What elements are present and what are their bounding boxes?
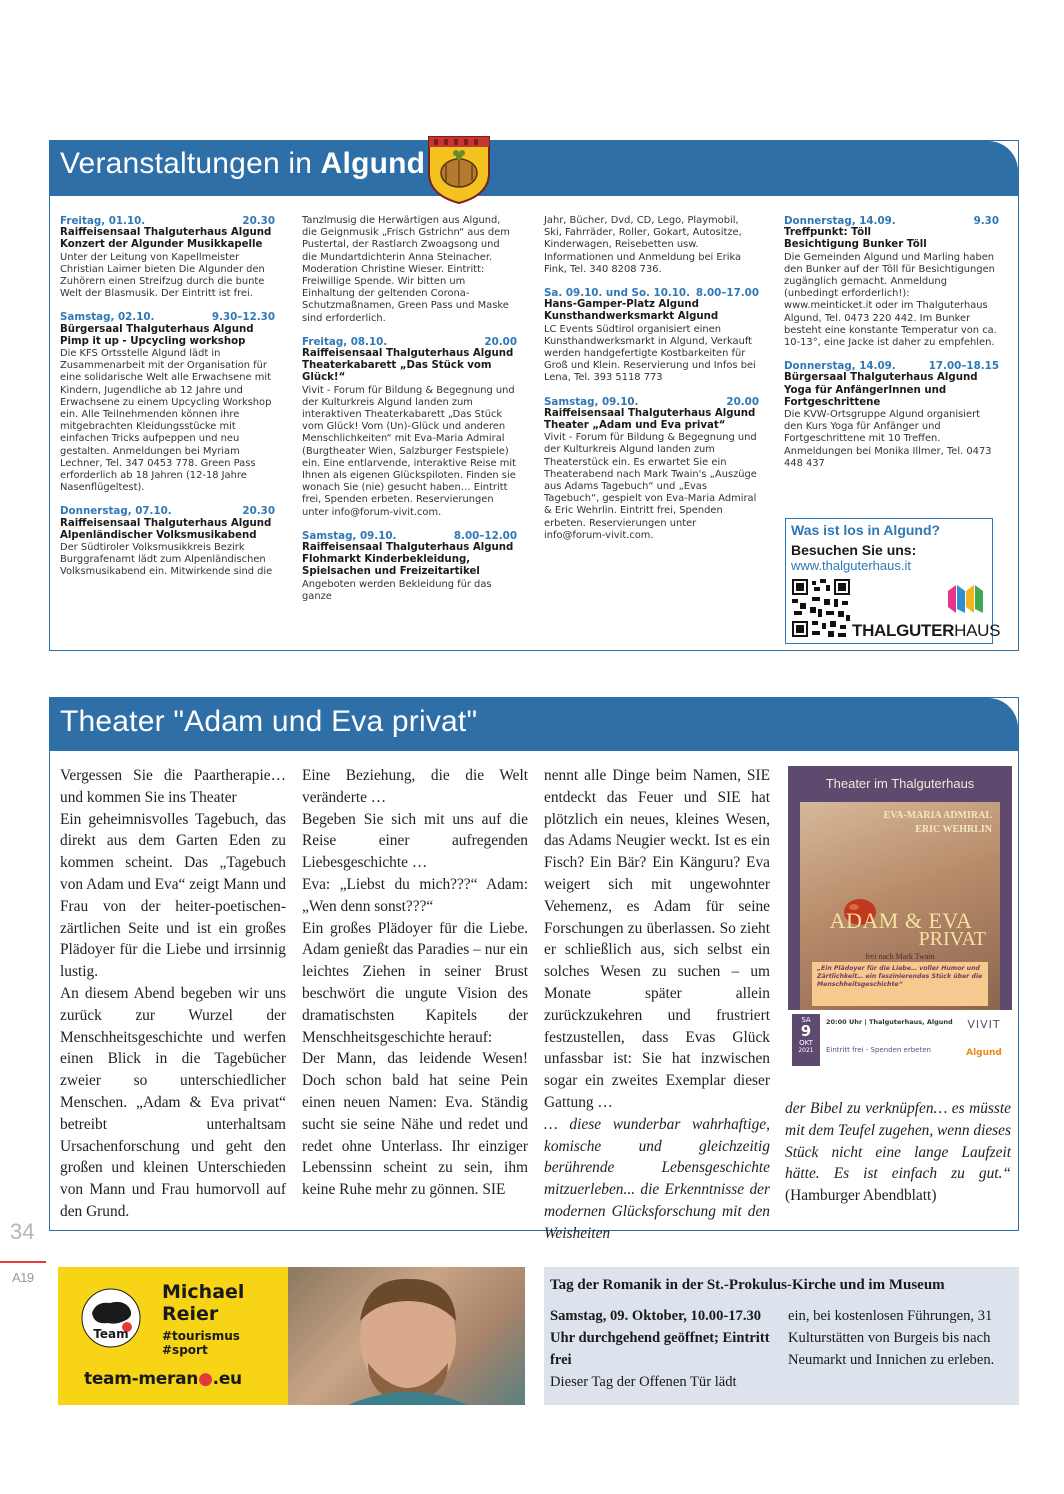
theater-paragraph: Eine Beziehung, die die Welt veränderte …	[302, 767, 528, 806]
theater-paragraph: Vergessen Sie die Paartherapie… und kommen Sie ins Theater	[60, 767, 286, 806]
page-divider	[0, 1261, 46, 1263]
event-text: Die KFS Ortsstelle Algund lädt in Zusammenarbeit mit der Organisation für eine solidarische Welt alle Erwachsene mit Kindern, Jugendliche ab 12 Jahre und Erwachsene zu einem Upcycling Workshop ein. Alle Teilnehmenden können ihre mitgebrachten Kleidungsstücke mit einfachen Tricks aufpeppen und neu gestalten. Anmeldungen bei Myriam Lechner, Tel. 347 0453 778. Green Pass erforderlich ab 18 Jahren (12-18 Jahre Nasenflügeltest).	[60, 348, 272, 494]
event-date: Samstag, 09.10.	[544, 395, 639, 408]
event-place: Raiffeisensaal Thalguterhaus Algund	[60, 227, 272, 239]
romanik-left-column	[550, 1305, 772, 1393]
event-item	[60, 215, 275, 300]
event-place: Raiffeisensaal Thalguterhaus Algund	[302, 348, 514, 360]
event-date: Donnerstag, 14.09.	[784, 360, 896, 373]
page-number: 34	[10, 1219, 35, 1244]
team-meran-url[interactable]: team-meran●.eu	[84, 1369, 242, 1389]
team-logo	[80, 1287, 142, 1349]
theater-quote: … diese wunderbar wahrhaftige, komische und gleichzeitig berührende Lebensgeschichte mitzuerleben... die Erkenntnisse der modernen Glücksforschung mit den Weisheiten	[544, 1115, 770, 1242]
poster-footer	[788, 1010, 1012, 1072]
event-date: Freitag, 08.10.	[302, 335, 388, 348]
events-section	[49, 140, 1019, 651]
poster-header: Theater im Thalguterhaus	[825, 776, 975, 791]
event-title: Flohmarkt Kinderbekleidung, Spielsachen und Freizeitartikel	[302, 554, 480, 578]
event-date: Freitag, 01.10.	[60, 215, 146, 227]
poster-year: 2021	[798, 1047, 814, 1054]
event-title: Theaterkabarett „Das Stück vom Glück!“	[302, 360, 492, 384]
thalguterhaus-logo-icon	[946, 581, 986, 617]
event-time: 8.00–17.00	[695, 287, 759, 300]
thalguterhaus-infobox	[785, 518, 1001, 644]
event-text: LC Events Südtirol organisiert einen Kunsthandwerksmarkt in Algund, Verkauft werden handgefertigte Kostbarkeiten für Groß und Klein. Reservierung und Infos bei Lena, Tel. 393 5118 773	[544, 323, 756, 384]
events-column-1	[60, 215, 275, 590]
event-time: 8.00–12.00	[453, 529, 517, 542]
event-item	[302, 530, 517, 603]
page-code: A19	[12, 1270, 34, 1285]
event-date: Sa. 09.10. und So. 10.10.	[544, 287, 691, 300]
event-item	[784, 360, 999, 470]
event-title: Kunsthandwerksmarkt Algund	[544, 311, 719, 323]
poster-date-badge	[792, 1014, 820, 1066]
logo-text-light: HAUS	[954, 621, 1001, 640]
event-item	[302, 215, 517, 325]
logo-text-bold: THALGUTER	[852, 621, 955, 640]
event-item	[60, 311, 275, 494]
theater-paragraph: Ein großes Plädoyer für die Liebe. Adam genießt das Paradies – nur ein leichtes Ziehen in seiner Brust beschwört die ungute Vision des dramatischsten Kapitels der Menschheitsgeschichte herauf:	[302, 919, 528, 1046]
romanik-date: Samstag, 09. Oktober, 10.00-17.30 Uhr durchgehend geöffnet; Eintritt frei	[550, 1308, 770, 1368]
event-date: Donnerstag, 07.10.	[60, 505, 172, 518]
candidate-tags: #tourismus #sport	[162, 1329, 240, 1357]
thalguterhaus-logo	[852, 581, 1001, 641]
portrait-icon	[288, 1267, 525, 1405]
event-time: 20.30	[242, 215, 275, 227]
event-title: Alpenländischer Volksmusikabend	[60, 529, 257, 541]
event-place: Hans-Gamper-Platz Algund	[544, 299, 699, 311]
event-item	[544, 396, 759, 542]
theater-paragraph: Begeben Sie sich mit uns auf die Reise einer aufregenden Liebesgeschichte …	[302, 810, 528, 872]
event-time: 20.00	[726, 395, 759, 408]
romanik-text: Dieser Tag der Offenen Tür lädt	[550, 1374, 737, 1390]
event-time: 17.00–18.15	[928, 360, 999, 373]
event-item	[784, 215, 999, 349]
event-text: Der Südtiroler Volksmusikkreis Bezirk Burggrafenamt lädt zum Alpenländischen Volksmusikabend ein. Mitwirkende sind die	[60, 542, 273, 578]
event-text: Unter der Leitung von Kapellmeister Christian Laimer bieten Die Algunder den Zuhörern einen Streifzug durch die bunte Welt der Blasmusik. Der Eintritt ist frei.	[60, 251, 265, 300]
event-item	[302, 336, 517, 519]
poster-title-2: PRIVAT	[918, 928, 986, 950]
theater-paragraph: nennt alle Dinge beim Namen, SIE entdeckt das Feuer und SIE hat plötzlich ein neues, kleines Wesen, das Adams Neugier weckt. Ist es ein Fisch? Ein Bär? Ein Känguru? Eva weigert sich mit ungewohnter Vehemenz, es Adam für seine Forschungen zu überlassen. So zieht er schließlich aus, sich selbst ein solches Wesen zu suchen – um Monate später allein zurückzukehren und frustriert festzustellen, dass Evas Glück unfassbar ist: Sie hat inzwischen sogar ein zweites Exemplar dieser Gattung …	[544, 767, 770, 1111]
poster-actor-1: EVA-MARIA ADMIRAL	[883, 810, 992, 821]
event-place: Raiffeisensaal Thalguterhaus Algund	[544, 407, 756, 419]
theater-column-3	[544, 765, 770, 1245]
event-place: Raiffeisensaal Thalguterhaus Algund	[60, 517, 272, 529]
event-item	[544, 215, 759, 276]
event-text: Jahr, Bücher, Dvd, CD, Lego, Playmobil, Ski, Fahrräder, Roller, Gokart, Autositze, Kinderwagen, Reisebetten usw. Informationen und Anmeldung bei Erika Fink, Tel. 340 8208 736.	[544, 215, 742, 275]
event-title: Theater „Adam und Eva privat“	[544, 420, 726, 432]
infobox-url-link[interactable]: www.thalguterhaus.it	[791, 558, 911, 573]
vivit-logo: VIVIT	[967, 1018, 1001, 1031]
event-date: Donnerstag, 14.09.	[784, 215, 896, 227]
event-place: Raiffeisensaal Thalguterhaus Algund	[302, 542, 514, 554]
poster-image	[800, 802, 1000, 1010]
event-date: Samstag, 09.10.	[302, 529, 397, 542]
event-place: Treffpunkt: Töll	[784, 227, 872, 239]
events-title: Veranstaltungen in Algund	[60, 147, 426, 180]
candidate-photo	[288, 1267, 525, 1405]
theater-paragraph: Der Mann, das leidende Wesen! Doch schon bald hat seine Pein einen neuen Namen: Eva. Ständig sucht sie seine Nähe und redet und redet ohne Unterlass. Ihr einziger Lebenssinn scheint zu sein, ihm keine Ruhe mehr zu gönnen. SIE	[302, 1050, 528, 1199]
theater-paragraph: Eva: „Liebst du mich???“ Adam: „Wen denn sonst???“	[302, 875, 528, 915]
event-title: Pimp it up - Upcycling workshop	[60, 335, 246, 347]
theater-quote: der Bibel zu verknüpfen… es müsste mit dem Teufel zugehen, wenn dieses Stück nicht eine lange Laufzeit hätte. Es ist einfach zu gut.“	[785, 1100, 1011, 1183]
event-item	[60, 505, 275, 578]
algund-crest-icon	[426, 125, 492, 205]
poster-entry: Eintritt frei - Spenden erbeten	[826, 1046, 931, 1054]
theater-title: Theater "Adam und Eva privat"	[60, 705, 478, 738]
events-banner	[50, 141, 1018, 196]
poster-actor-2: ERIC WEHRLIN	[915, 824, 992, 835]
event-item	[544, 287, 759, 385]
algund-logo: Algund	[966, 1048, 1002, 1058]
event-title: Konzert der Algunder Musikkapelle	[60, 239, 263, 251]
event-time: 20.00	[484, 335, 517, 348]
theater-banner	[50, 698, 1018, 751]
events-column-3	[544, 215, 759, 553]
event-place: Bürgersaal Thalguterhaus Algund	[60, 323, 254, 335]
event-text: Die KVW-Ortsgruppe Algund organisiert den Kurs Yoga für Anfänger und Fortgeschrittene mit 10 Treffen. Anmeldungen bei Monika Illmer, Tel. 0473 448 437	[784, 409, 992, 469]
events-column-4	[784, 215, 999, 481]
romanik-box	[544, 1267, 1019, 1405]
event-text: Vivit - Forum für Bildung & Begegnung und der Kulturkreis Algund landen zum interaktiven Theaterkabarett „Das Stück vom Glück! Vom (Un)-Glück und anderen Menschlichkeiten“ mit Eva-Maria Admiral (Burgtheater Wien, Salzburger Festspiele) ein. Eine entlarvende, interaktive Reise mit Ihnen als eigenen Glückspiloten. Finden sie wonach Sie (nie) gesucht haben… Eintritt frei, Spenden erbeten. Reservierungen unter info@forum-vivit.com.	[302, 384, 516, 518]
infobox-visit-label: Besuchen Sie uns:	[791, 542, 917, 558]
events-column-2	[302, 215, 517, 614]
theater-paragraph: Ein geheimnisvolles Tagebuch, das direkt aus dem Garten Eden zu kommen scheint. Das „Tagebuch von Adam und Eva“ zeigt Mann und Frau von der heiter-poetischen-zärtlichen Seite und ist ein großes Plädoyer für die Liebe und irrsinnig lustig.	[60, 810, 286, 981]
event-time: 9.30–12.30	[211, 311, 275, 324]
romanik-title: Tag der Romanik in der St.-Prokulus-Kirche und im Museum	[550, 1277, 945, 1293]
poster-day-abbr: SA	[801, 1016, 811, 1024]
event-title: Yoga für AnfängerInnen und Fortgeschrittene	[784, 384, 947, 408]
event-text: Die Gemeinden Algund und Marling haben den Bunker auf der Töll für Besichtigungen zugänglich gemacht. Anmeldung (unbedingt erforderlich!): www.meinticket.it oder im Thalguterhaus Algund, Tel. 0473 220 442. Im Bunker besteht eine konstante Temperatur von ca. 10-13°, eine Jacke ist daher zu empfehlen.	[784, 251, 997, 349]
event-title: Besichtigung Bunker Töll	[784, 239, 927, 251]
poster-day-num: 9	[800, 1022, 812, 1040]
poster-after: frei nach Mark Twain	[865, 952, 935, 961]
event-time: 9.30	[973, 215, 999, 227]
theater-column-4	[785, 1098, 1011, 1207]
event-text: Angeboten werden Bekleidung für das ganze	[302, 578, 492, 602]
poster-title-1: ADAM & EVA	[829, 908, 973, 933]
theater-paragraph: An diesem Abend begeben wir uns zurück zur Wurzel der Menschheitsgeschichte und werfen einen Blick in die Tagebücher zweier so unterschiedlicher Menschen. „Adam & Eva privat“ betreibt unterhaltsam Ursachenforschung und geht den großen und kleinen Unterschieden von Mann und Frau humorvoll auf den Grund.	[60, 984, 286, 1220]
infobox-question: Was ist los in Algund?	[791, 522, 941, 538]
theater-poster	[788, 766, 1012, 1072]
theater-section	[49, 697, 1019, 1242]
event-time: 20.30	[242, 505, 275, 518]
event-text: Tanzlmusig die Herwärtigen aus Algund, die Geignmusik „Frisch Gstrichn“ aus dem Pustertal, der Rastlarch Zwoagsong und die Mundartdichterin Anna Steinacher. Moderation Christine Wieser. Eintritt: Freiwillige Spende. Wir bitten um Einhaltung der geltenden Corona-Schutzmaßnamen, Green Pass und Maske sind erforderlich.	[302, 215, 510, 324]
team-logo-text: Team	[93, 1327, 129, 1341]
poster-quote: „Ein Plädoyer für die Liebe… voller Humor und Zärtlichkeit… ein faszinierendes Stück über die Menschheitsgeschichte“	[812, 962, 988, 1006]
theater-column-1	[60, 765, 286, 1223]
team-meran-ad[interactable]	[58, 1267, 525, 1405]
poster-event-line: 20:00 Uhr | Thalguterhaus, Algund	[826, 1018, 953, 1026]
event-text: Vivit - Forum für Bildung & Begegnung und der Kulturkreis Algund landen zum Theaterstück ein. Es erwartet Sie ein Theaterabend nach Mark Twain's „Auszüge aus Adams Tagebuch“ und „Evas Tagebuch“, gespielt von Eva-Maria Admiral & Eric Wehrlin. Eintritt frei, Spenden erbeten. Reservierungen unter info@forum-vivit.com.	[544, 432, 757, 541]
poster-month: OKT	[799, 1039, 813, 1047]
qr-code-icon[interactable]	[792, 579, 850, 637]
romanik-right-column: ein, bei kostenlosen Führungen, 31 Kulturstätten von Burgeis bis nach Neumarkt und Innichen zu erleben.	[788, 1308, 995, 1368]
event-place: Bürgersaal Thalguterhaus Algund	[784, 372, 978, 384]
candidate-name: Michael Reier	[162, 1281, 245, 1325]
theater-column-2	[302, 765, 528, 1201]
quote-source: (Hamburger Abendblatt)	[785, 1187, 937, 1205]
event-date: Samstag, 02.10.	[60, 311, 155, 324]
